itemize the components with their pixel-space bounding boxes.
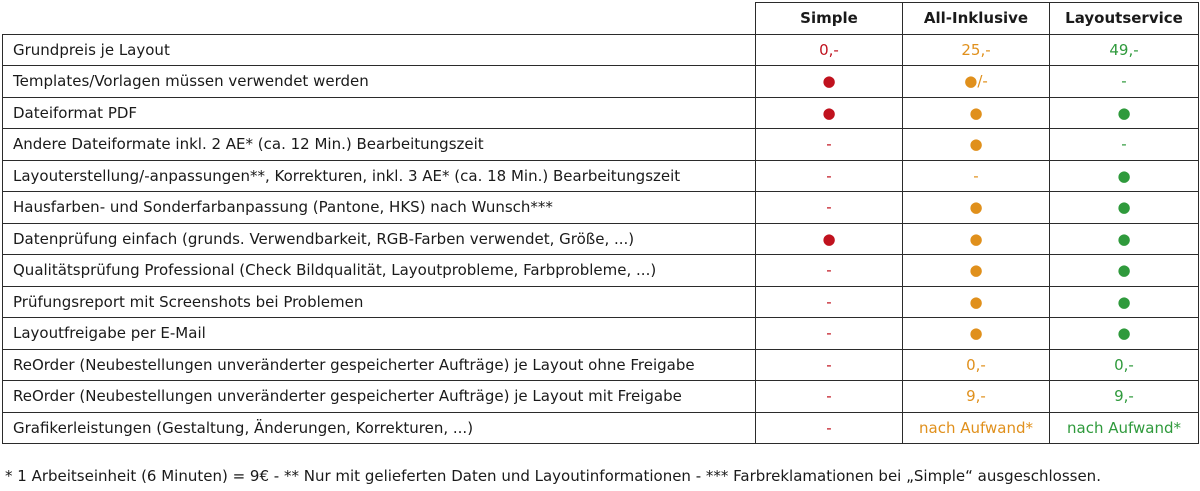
included-dot-icon: ● [1117, 261, 1131, 280]
cell-layoutservice [1050, 192, 1199, 224]
cell-all-inklusive [903, 34, 1050, 66]
cell-value: nach Aufwand* [919, 418, 1033, 437]
cell-value: - [826, 418, 832, 437]
cell-simple [756, 97, 903, 129]
cell-layoutservice [1050, 34, 1199, 66]
cell-value: - [1121, 72, 1127, 91]
cell-layoutservice [1050, 223, 1199, 255]
feature-label: Hausfarben- und Sonderfarbanpassung (Pantone, HKS) nach Wunsch*** [3, 192, 756, 224]
feature-label: Andere Dateiformate inkl. 2 AE* (ca. 12 Min.) Bearbeitungszeit [3, 129, 756, 161]
feature-label: Qualitätsprüfung Professional (Check Bildqualität, Layoutprobleme, Farbprobleme, ...) [3, 255, 756, 287]
feature-label: ReOrder (Neubestellungen unveränderter gespeicherter Aufträge) je Layout ohne Freigabe [3, 349, 756, 381]
header-row [3, 3, 1199, 35]
included-dot-icon: ● [1117, 292, 1131, 311]
column-header-all-inklusive: All-Inklusive [903, 3, 1050, 35]
cell-layoutservice [1050, 129, 1199, 161]
table-row [3, 255, 1199, 287]
included-dot-icon: ● [822, 229, 836, 248]
table-row [3, 349, 1199, 381]
feature-label: Prüfungsreport mit Screenshots bei Problemen [3, 286, 756, 318]
feature-label: Layouterstellung/-anpassungen**, Korrekturen, inkl. 3 AE* (ca. 18 Min.) Bearbeitungszeit [3, 160, 756, 192]
cell-value: 0,- [966, 355, 986, 374]
cell-layoutservice [1050, 349, 1199, 381]
cell-all-inklusive [903, 255, 1050, 287]
feature-label: Layoutfreigabe per E-Mail [3, 318, 756, 350]
feature-label: Templates/Vorlagen müssen verwendet werden [3, 66, 756, 98]
cell-value: - [826, 355, 832, 374]
feature-label: Grafikerleistungen (Gestaltung, Änderungen, Korrekturen, ...) [3, 412, 756, 444]
cell-simple [756, 34, 903, 66]
optional-dash-text: /- [977, 72, 988, 91]
included-dot-icon: ● [969, 324, 983, 343]
included-dot-icon: ● [1117, 229, 1131, 248]
cell-simple [756, 160, 903, 192]
cell-layoutservice [1050, 160, 1199, 192]
cell-layoutservice [1050, 97, 1199, 129]
cell-layoutservice [1050, 381, 1199, 413]
cell-all-inklusive [903, 66, 1050, 98]
cell-simple [756, 381, 903, 413]
header-empty-cell [3, 3, 756, 35]
cell-value: 9,- [966, 387, 986, 406]
cell-layoutservice [1050, 412, 1199, 444]
included-dot-icon: ● [1117, 198, 1131, 217]
cell-simple [756, 412, 903, 444]
cell-all-inklusive [903, 129, 1050, 161]
cell-value: 0,- [819, 40, 839, 59]
cell-layoutservice [1050, 66, 1199, 98]
feature-label: Dateiformat PDF [3, 97, 756, 129]
cell-value: - [1121, 135, 1127, 154]
cell-all-inklusive [903, 97, 1050, 129]
cell-value: nach Aufwand* [1067, 418, 1181, 437]
cell-all-inklusive [903, 160, 1050, 192]
cell-all-inklusive [903, 192, 1050, 224]
included-dot-icon: ● [964, 72, 978, 91]
cell-value: - [826, 135, 832, 154]
table-row [3, 286, 1199, 318]
cell-all-inklusive [903, 412, 1050, 444]
cell-value: 49,- [1109, 40, 1139, 59]
cell-value: - [826, 292, 832, 311]
included-dot-icon: ● [822, 72, 836, 91]
cell-value: - [826, 261, 832, 280]
cell-all-inklusive [903, 381, 1050, 413]
cell-layoutservice [1050, 255, 1199, 287]
included-dot-icon: ● [1117, 103, 1131, 122]
included-dot-icon: ● [969, 261, 983, 280]
cell-layoutservice [1050, 286, 1199, 318]
table-row [3, 160, 1199, 192]
cell-value: - [826, 324, 832, 343]
cell-value: - [973, 166, 979, 185]
included-dot-icon: ● [822, 103, 836, 122]
table-row [3, 381, 1199, 413]
table-row [3, 129, 1199, 161]
cell-simple [756, 286, 903, 318]
cell-value: 0,- [1114, 355, 1134, 374]
table-row [3, 34, 1199, 66]
cell-all-inklusive [903, 223, 1050, 255]
footnote: * 1 Arbeitseinheit (6 Minuten) = 9€ - ** Nur mit gelieferten Daten und Layoutinformationen - *** Farbreklamationen bei „Simple“ ausgeschlossen. [5, 467, 1101, 485]
table-row [3, 318, 1199, 350]
column-header-layoutservice: Layoutservice [1050, 3, 1199, 35]
cell-simple [756, 223, 903, 255]
included-dot-icon: ● [969, 229, 983, 248]
table-row [3, 66, 1199, 98]
cell-simple [756, 318, 903, 350]
cell-value: 9,- [1114, 387, 1134, 406]
cell-value: 25,- [961, 40, 991, 59]
cell-all-inklusive [903, 318, 1050, 350]
included-dot-icon: ● [1117, 324, 1131, 343]
cell-all-inklusive [903, 286, 1050, 318]
cell-all-inklusive [903, 349, 1050, 381]
table-row [3, 223, 1199, 255]
cell-layoutservice [1050, 318, 1199, 350]
included-dot-icon: ● [1117, 166, 1131, 185]
table-row [3, 192, 1199, 224]
included-dot-icon: ● [969, 135, 983, 154]
included-dot-icon: ● [969, 198, 983, 217]
included-dot-icon: ● [969, 292, 983, 311]
column-header-simple: Simple [756, 3, 903, 35]
cell-value: - [826, 166, 832, 185]
price-comparison-table [2, 2, 1199, 444]
feature-label: ReOrder (Neubestellungen unveränderter gespeicherter Aufträge) je Layout mit Freigabe [3, 381, 756, 413]
cell-value: - [826, 198, 832, 217]
table-row [3, 97, 1199, 129]
cell-value: - [826, 387, 832, 406]
cell-simple [756, 66, 903, 98]
feature-label: Datenprüfung einfach (grunds. Verwendbarkeit, RGB-Farben verwendet, Größe, ...) [3, 223, 756, 255]
cell-simple [756, 129, 903, 161]
cell-simple [756, 192, 903, 224]
table-body [3, 34, 1199, 444]
cell-simple [756, 349, 903, 381]
included-dot-icon: ● [969, 103, 983, 122]
feature-label: Grundpreis je Layout [3, 34, 756, 66]
cell-simple [756, 255, 903, 287]
table-row [3, 412, 1199, 444]
